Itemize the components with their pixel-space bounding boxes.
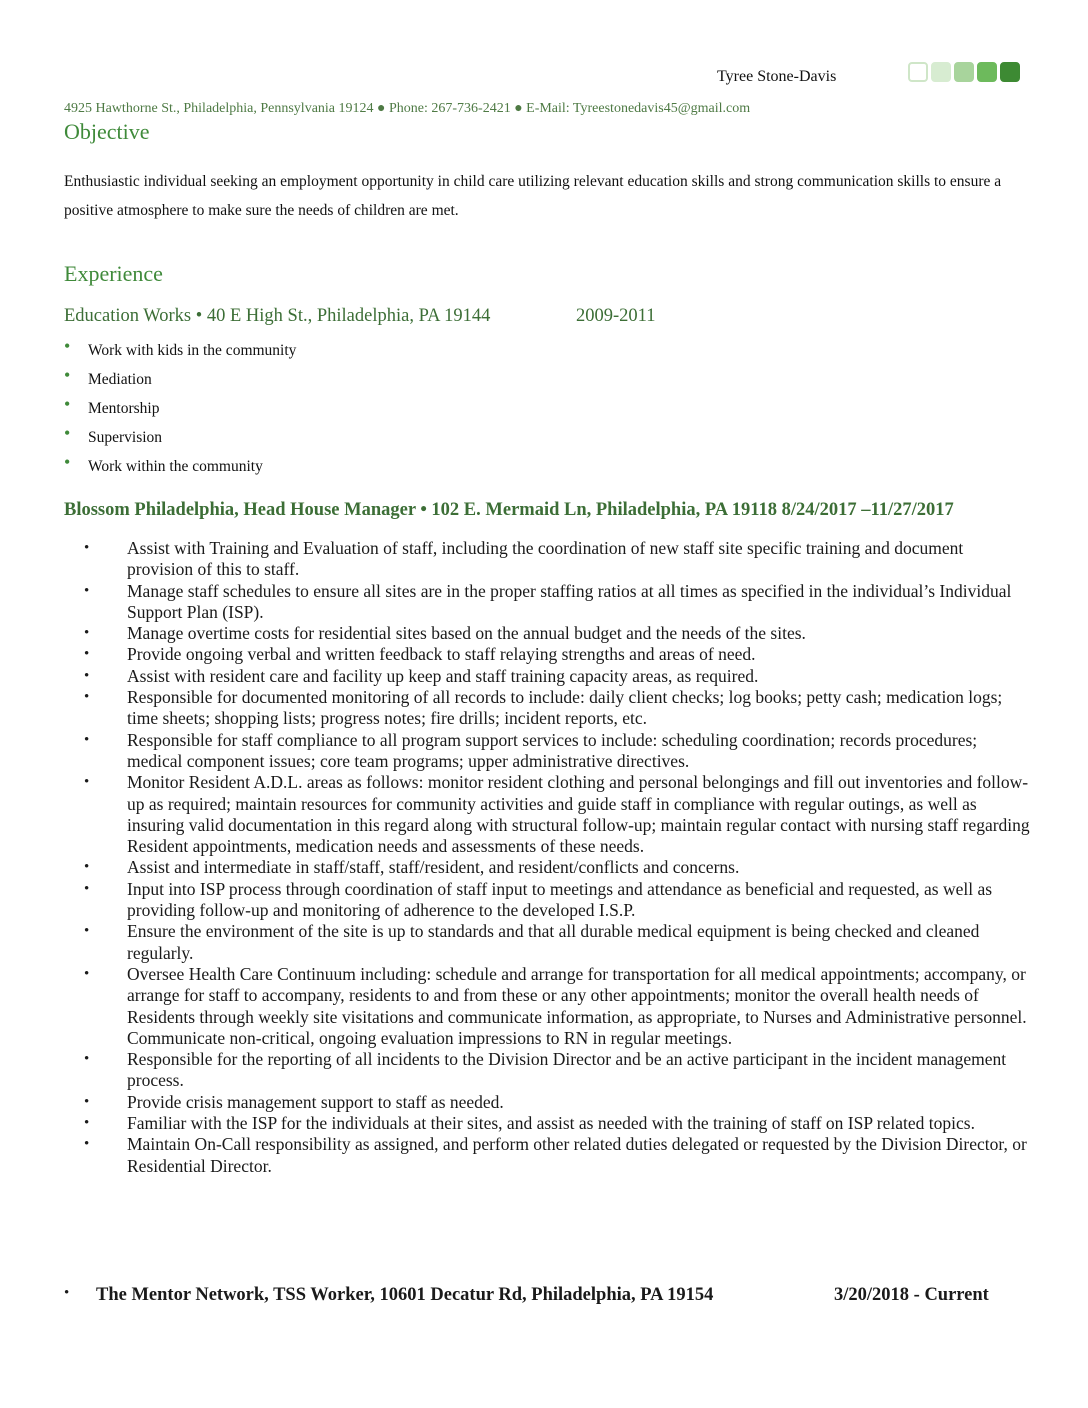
list-item: • Oversee Health Care Continuum including: schedule and arrange for transportation for all medical appointments; accompany, or arrange for staff to accompany, residents to and from these or any other appointments; monitor the overall health needs of Residents through weekly site visitations and communicate information, as appropriate, to Nurses and Administrative personnel. Communicate non-critical, ongoing evaluation impressions to RN in regular meetings. [84, 963, 1027, 1048]
job3-dates: 3/20/2018 - Current [834, 1285, 989, 1305]
job1-dates: 2009-2011 [576, 306, 656, 326]
bullet-icon: • [84, 689, 90, 706]
bullet-icon: • [84, 1136, 90, 1153]
list-item: • Work within the community [64, 454, 296, 483]
color-swatch [908, 62, 928, 82]
list-item: • Manage staff schedules to ensure all sites are in the proper staffing ratios at all times as specified in the individual’s Individual Support Plan (ISP). [84, 580, 1012, 622]
list-item: • Monitor Resident A.D.L. areas as follows: monitor resident clothing and personal belongings and fill out inventories and follow-up as required; maintain resources for community activities and guide staff in compliance with regular outings, as well as insuring valid documentation in this regard along with structural follow-up; maintain regular contact with nursing staff regarding Resident appointments, medication needs and assessments of these needs. [84, 772, 1030, 857]
color-swatch [954, 62, 974, 82]
bullet-icon: • [84, 731, 90, 748]
list-item: • Work with kids in the community [64, 338, 296, 367]
bullet-icon: • [84, 1051, 90, 1068]
color-swatch [977, 62, 997, 82]
job3-title: The Mentor Network, TSS Worker, 10601 Decatur Rd, Philadelphia, PA 19154 [96, 1285, 714, 1305]
list-item: • Responsible for staff compliance to all program support services to include: scheduling coordination; records procedures; medical component issues; core team programs; upper administrative directives. [84, 729, 978, 771]
list-item: • Mediation [64, 367, 296, 396]
bullet-icon: • [84, 774, 90, 791]
bullet-icon: • [84, 923, 90, 940]
bullet-icon: • [84, 646, 90, 663]
list-item: • Ensure the environment of the site is up to standards and that all durable medical equipment is being checked and cleaned regularly. [84, 921, 980, 963]
bullet-icon: • [84, 1115, 90, 1132]
candidate-name: Tyree Stone-Davis [717, 68, 837, 85]
bullet-icon: • [84, 667, 90, 684]
list-item: • Assist and intermediate in staff/staff, staff/resident, and resident/conflicts and concerns. [84, 857, 740, 878]
bullet-icon: • [64, 1285, 70, 1301]
bullet-icon: • [84, 1093, 90, 1110]
color-swatches [908, 62, 1020, 82]
experience-heading: Experience [64, 261, 163, 286]
bullet-icon: • [84, 625, 90, 642]
list-item: • Assist with Training and Evaluation of staff, including the coordination of new staff site specific training and document provision of this to staff. [84, 538, 964, 580]
color-swatch [931, 62, 951, 82]
job1-title: Education Works • 40 E High St., Philadelphia, PA 19144 [64, 306, 491, 326]
objective-text: Enthusiastic individual seeking an employment opportunity in child care utilizing relevant education skills and strong communication skills to ensure a positive atmosphere to make sure the needs of children are met. [64, 173, 1002, 219]
bullet-icon: • [64, 452, 71, 472]
list-item: • Responsible for documented monitoring of all records to include: daily client checks; log books; petty cash; medication logs; time sheets; shopping lists; progress notes; fire drills; incident reports, etc. [84, 687, 1003, 729]
job2-title: Blossom Philadelphia, Head House Manager • 102 E. Mermaid Ln, Philadelphia, PA 19118 8/24/2017 –11/27/2017 [64, 500, 954, 520]
bullet-icon: • [84, 582, 90, 599]
bullet-icon: • [64, 365, 71, 385]
list-item: • Manage overtime costs for residential sites based on the annual budget and the needs of the sites. [84, 623, 806, 644]
bullet-icon: • [84, 880, 90, 897]
list-item: • Maintain On-Call responsibility as assigned, and perform other related duties delegated or requested by the Division Director, or Residential Director. [84, 1134, 1027, 1176]
list-item: • Mentorship [64, 396, 296, 425]
bullet-icon: • [84, 965, 90, 982]
list-item: • Supervision [64, 425, 296, 454]
bullet-icon: • [84, 540, 90, 556]
list-item: • Familiar with the ISP for the individuals at their sites, and assist as needed with the training of staff on ISP related topics. [84, 1113, 975, 1134]
objective-heading: Objective [64, 119, 150, 144]
list-item: • Assist with resident care and facility up keep and staff training capacity areas, as required. [84, 665, 759, 686]
contact-line: 4925 Hawthorne St., Philadelphia, Pennsylvania 19124 ● Phone: 267-736-2421 ● E-Mail: Tyreestonedavis45@gmail.com [64, 101, 751, 116]
job2-bullet-list [80, 538, 1030, 1177]
job1-bullet-list [64, 338, 296, 483]
list-item: • Input into ISP process through coordination of staff input to meetings and attendance as beneficial and requested, as well as providing follow-up and monitoring of adherence to the developed I.S.P. [84, 878, 993, 921]
list-item: • Provide crisis management support to staff as needed. [84, 1091, 504, 1112]
color-swatch [1000, 62, 1020, 82]
list-item: • Provide ongoing verbal and written feedback to staff relaying strengths and areas of need. [84, 644, 756, 665]
bullet-icon: • [84, 859, 90, 876]
bullet-icon: • [64, 336, 71, 356]
bullet-icon: • [64, 394, 71, 414]
bullet-icon: • [64, 423, 71, 443]
list-item: • Responsible for the reporting of all incidents to the Division Director and be an active participant in the incident management process. [84, 1049, 1007, 1091]
